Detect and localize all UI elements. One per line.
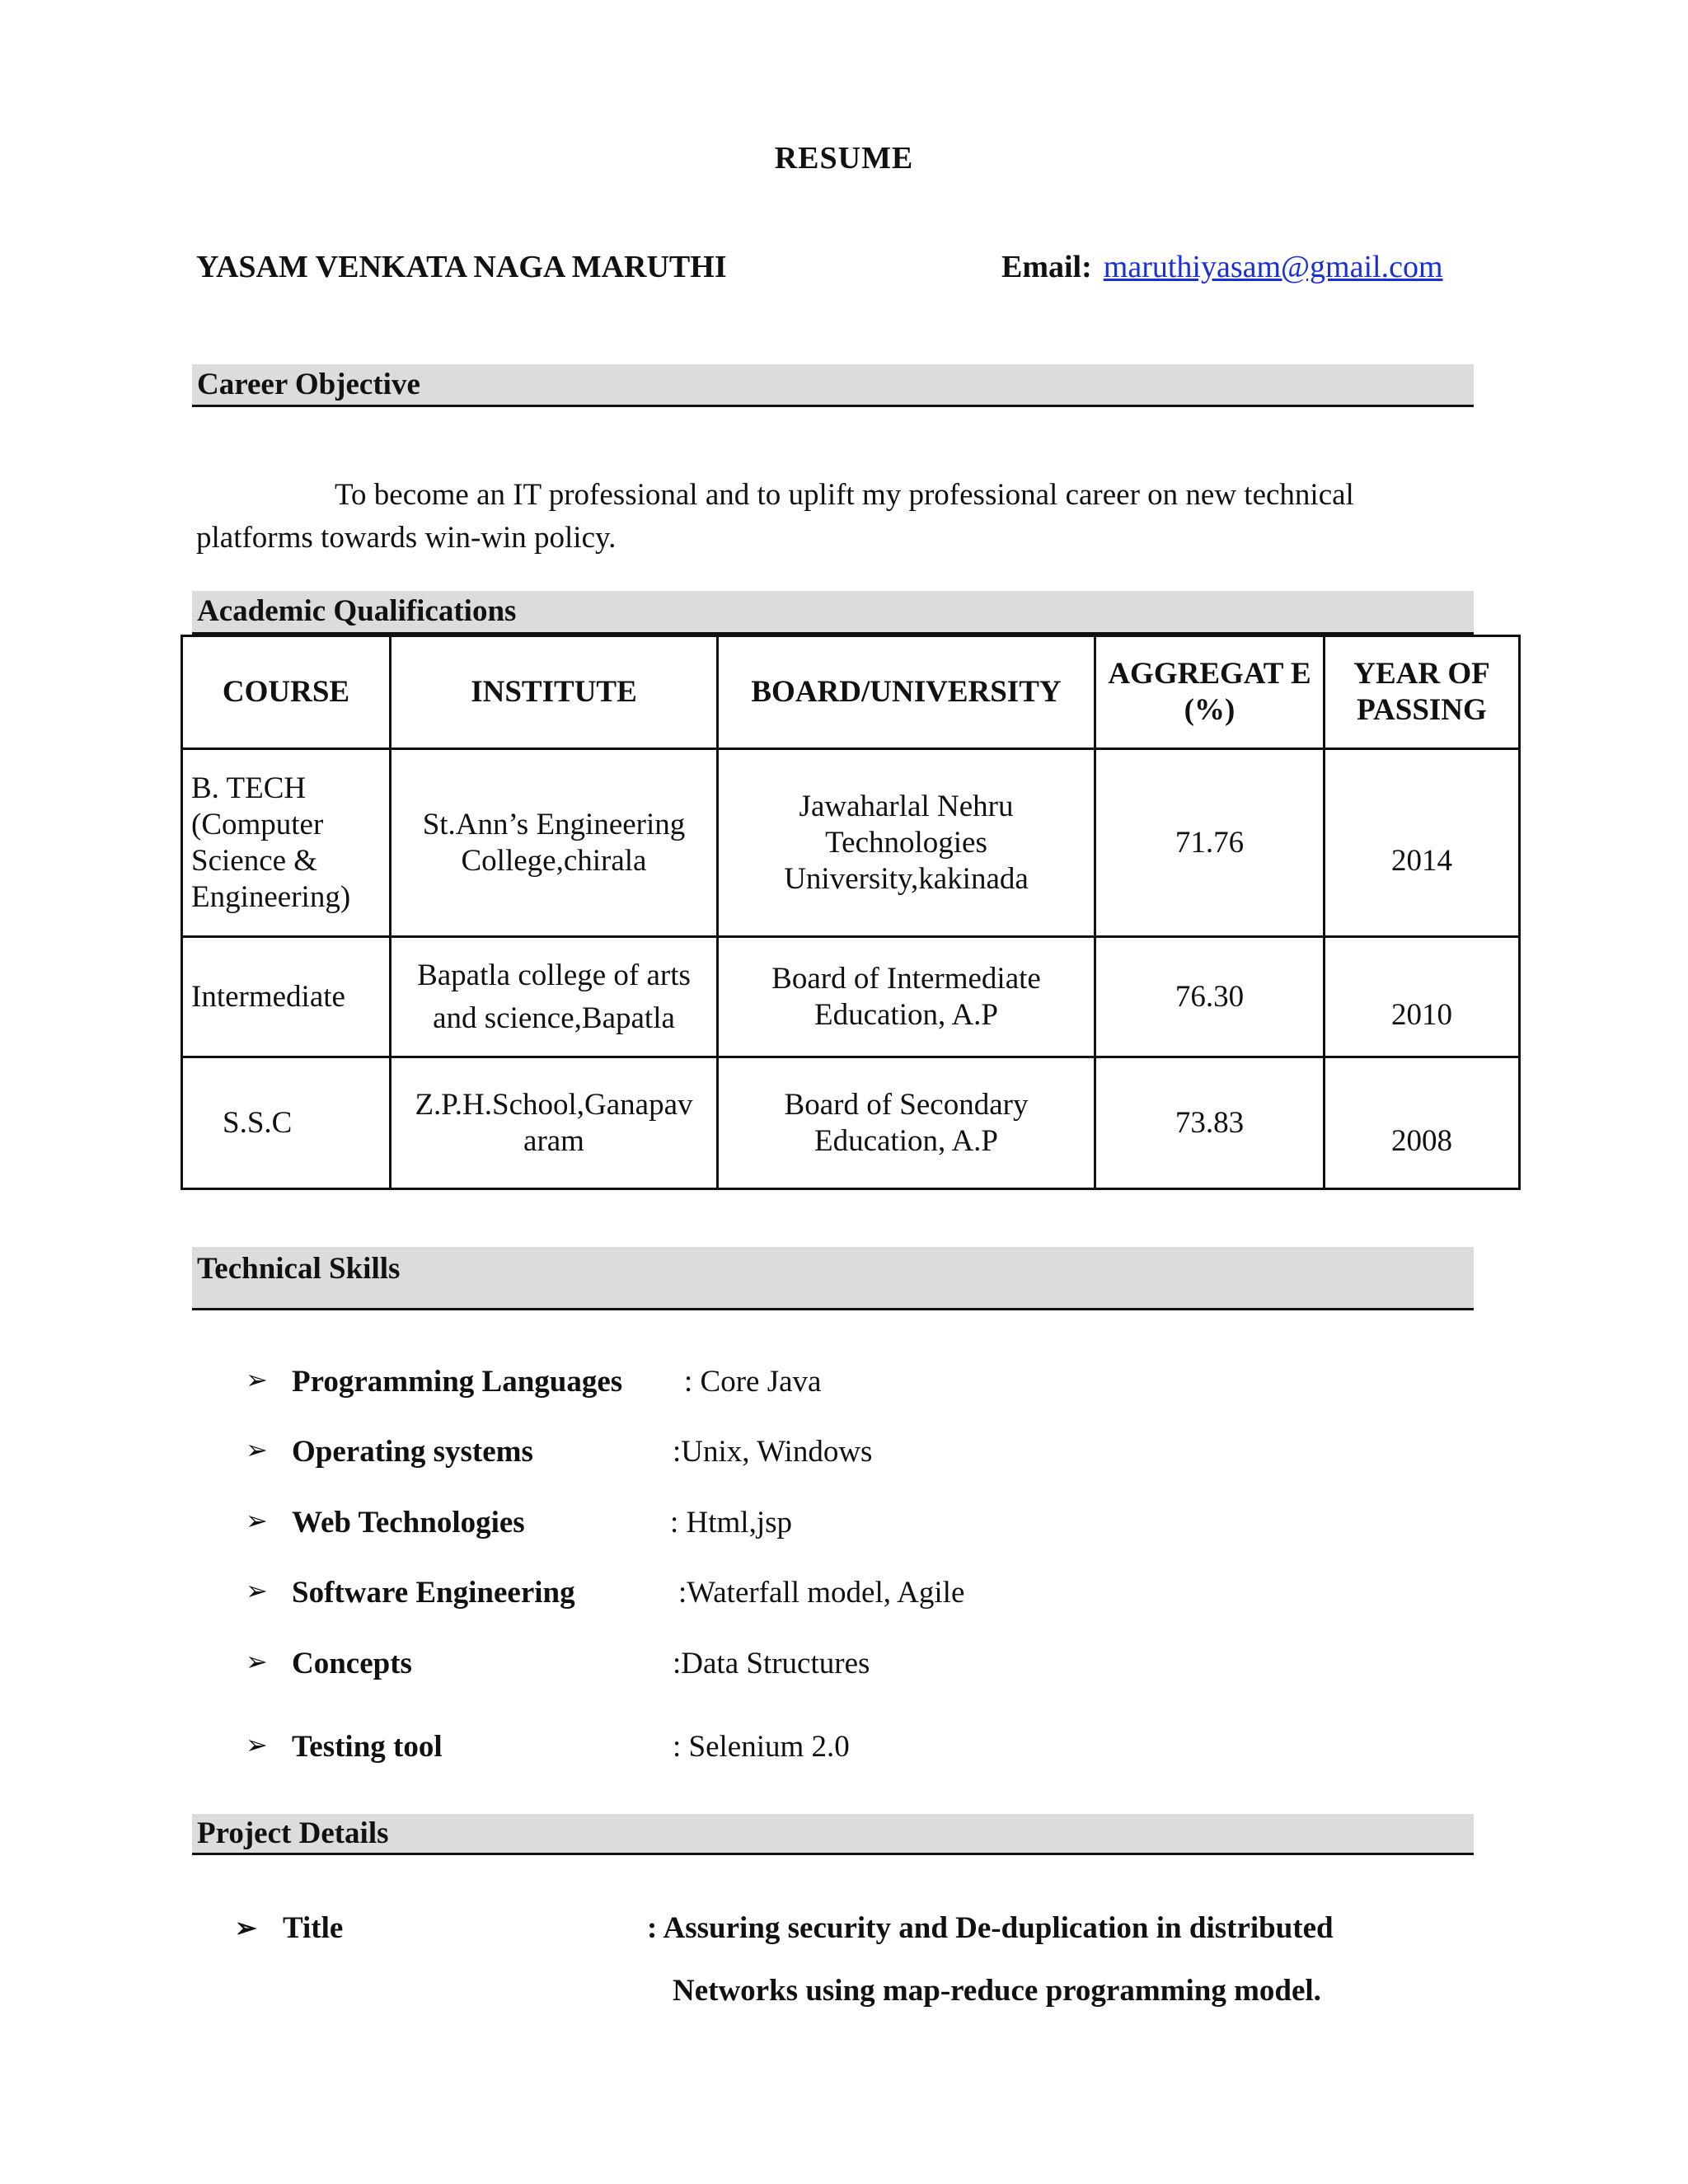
cell-board: Board of Secondary Education, A.P (718, 1057, 1095, 1189)
header-aggregate: AGGREGAT E (%) (1095, 636, 1325, 749)
arrow-bullet-icon: ➢ (246, 1576, 268, 1605)
section-academic: Academic Qualifications (192, 591, 1474, 635)
cell-year: 2008 (1325, 1057, 1520, 1189)
arrow-bullet-icon: ➢ (246, 1730, 268, 1760)
arrow-bullet-icon: ➢ (235, 1913, 257, 1943)
cell-board: Jawaharlal Nehru Technologies University,kakinada (718, 749, 1095, 937)
header-board: BOARD/UNIVERSITY (718, 636, 1095, 749)
section-career-objective: Career Objective (192, 364, 1474, 407)
project-title-value-2: Networks using map-reduce programming model. (673, 1974, 1321, 2008)
email-link[interactable]: maruthiyasam@gmail.com (1103, 250, 1443, 284)
cell-course: S.S.C (182, 1057, 391, 1189)
cell-aggregate: 71.76 (1095, 749, 1325, 937)
table-row (182, 1057, 1520, 1189)
objective-line-2: platforms towards win-win policy. (196, 521, 617, 555)
header-institute: INSTITUTE (391, 636, 718, 749)
skill-label: Operating systems (292, 1435, 533, 1469)
email-block (1001, 249, 1443, 285)
skill-label: Web Technologies (292, 1506, 525, 1540)
arrow-bullet-icon: ➢ (246, 1365, 268, 1394)
cell-institute: Z.P.H.School,Ganapav aram (391, 1057, 718, 1189)
cell-institute: St.Ann’s Engineering College,chirala (391, 749, 718, 937)
header-year: YEAR OF PASSING (1325, 636, 1520, 749)
skill-value: : Html,jsp (670, 1506, 793, 1540)
table-row (182, 937, 1520, 1057)
candidate-name: YASAM VENKATA NAGA MARUTHI (196, 250, 727, 284)
academic-table (181, 635, 1521, 1190)
cell-aggregate: 73.83 (1095, 1057, 1325, 1189)
skill-label: Programming Languages (292, 1365, 623, 1399)
skill-value: : Core Java (684, 1365, 822, 1399)
arrow-bullet-icon: ➢ (246, 1435, 268, 1465)
skill-label: Concepts (292, 1647, 412, 1680)
project-title-label: Title (283, 1911, 344, 1945)
cell-board: Board of Intermediate Education, A.P (718, 937, 1095, 1057)
objective-text (196, 474, 1432, 560)
cell-course: B. TECH (Computer Science & Engineering) (182, 749, 391, 937)
header-course: COURSE (182, 636, 391, 749)
arrow-bullet-icon: ➢ (246, 1506, 268, 1535)
cell-course: Intermediate (182, 937, 391, 1057)
skill-value: :Waterfall model, Agile (678, 1576, 965, 1610)
resume-title: RESUME (774, 141, 914, 176)
skill-value: :Data Structures (673, 1647, 870, 1680)
objective-line-1: To become an IT professional and to uplift my professional career on new technical (335, 478, 1354, 512)
table-row (182, 749, 1520, 937)
section-technical: Technical Skills (192, 1247, 1474, 1310)
cell-year: 2010 (1325, 937, 1520, 1057)
cell-year: 2014 (1325, 749, 1520, 937)
cell-institute: Bapatla college of arts and science,Bapatla (391, 937, 718, 1057)
section-project: Project Details (192, 1814, 1474, 1855)
cell-aggregate: 76.30 (1095, 937, 1325, 1057)
table-header-row (182, 636, 1520, 749)
skill-value: : Selenium 2.0 (673, 1730, 850, 1764)
project-title-value-1: : Assuring security and De-duplication in distributed (647, 1911, 1334, 1945)
arrow-bullet-icon: ➢ (246, 1647, 268, 1676)
skill-label: Testing tool (292, 1730, 443, 1764)
skill-value: :Unix, Windows (673, 1435, 873, 1469)
email-label: Email: (1001, 250, 1092, 284)
skill-label: Software Engineering (292, 1576, 575, 1610)
